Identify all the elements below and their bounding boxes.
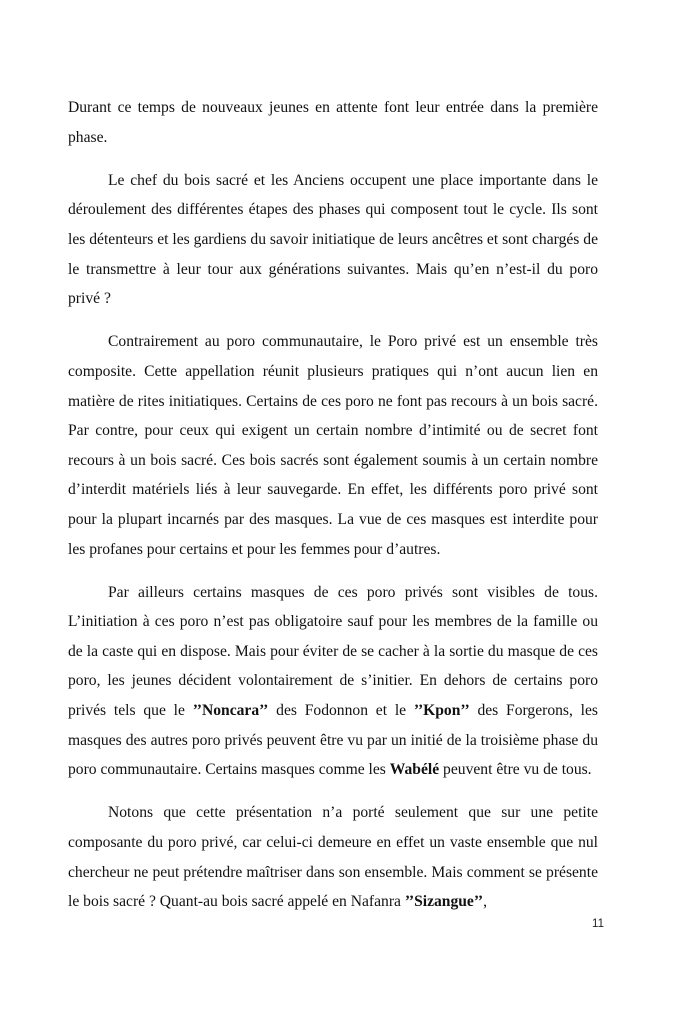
paragraph-4-text-1: Par ailleurs certains masques de ces poro privés sont visibles de tous. L’initiation à ces poro n’est pas obligatoire sauf pour les membres de la famille ou de la caste qui en dispose. Mais pour éviter de se cacher à la sortie du masque de ces poro, les jeunes décident volontairement de s’initier. En dehors de certains poro privés tels que le: [68, 583, 598, 720]
term-sizangue: ’’Sizangue’’: [404, 893, 484, 911]
paragraph-4-text-2: des Fodonnon et le: [268, 702, 414, 720]
paragraph-5-text-2: ,: [483, 893, 487, 911]
term-kpon: ’’Kpon’’: [413, 702, 470, 720]
paragraph-3: Contrairement au poro communautaire, le Poro privé est un ensemble très composite. Cette appellation réunit plusieurs pratiques qui n’ont aucun lien en matière de rites initiatiques. Certains de ces poro ne font pas recours à un bois sacré. Par contre, pour ceux qui exigent un certain nombre d’intimité ou de secret font recours à un bois sacré. Ces bois sacrés sont également soumis à un certain nombre d’interdit matériels liés à leur sauvegarde. En effet, les différents poro privé sont pour la plupart incarnés par des masques. La vue de ces masques est interdite pour les profanes pour certains et pour les femmes pour d’autres.: [68, 333, 598, 558]
body-text: [68, 93, 598, 917]
page-number: 11: [592, 918, 604, 930]
paragraph-5: [68, 798, 598, 916]
term-noncara: ’’Noncara’’: [192, 702, 269, 720]
paragraph-4-text-4: peuvent être vu de tous.: [439, 761, 592, 779]
paragraph-5-text-1: Notons que cette présentation n’a porté seulement que sur une petite composante du poro privé, car celui-ci demeure en effet un vaste ensemble que nul chercheur ne peut prétendre maîtriser dans son ensemble. Mais comment se présente le bois sacré ? Quant-au bois sacré appelé en Nafanra: [68, 804, 598, 911]
term-wabele: Wabélé: [389, 761, 440, 779]
paragraph-2: Le chef du bois sacré et les Anciens occupent une place importante dans le déroulement des différentes étapes des phases qui composent tout le cycle. Ils sont les détenteurs et les gardiens du savoir initiatique de leurs ancêtres et sont chargés de le transmettre à leur tour aux générations suivantes. Mais qu’en n’est-il du poro privé ?: [68, 171, 598, 308]
paragraph-1: Durant ce temps de nouveaux jeunes en attente font leur entrée dans la première phase.: [68, 99, 598, 146]
paragraph-4: [68, 578, 598, 785]
paragraph-4-text-3: des Forgerons, les masques des autres poro privés peuvent être vu par un initié de la troisième phase du poro communautaire. Certains masques comme les: [68, 702, 598, 779]
